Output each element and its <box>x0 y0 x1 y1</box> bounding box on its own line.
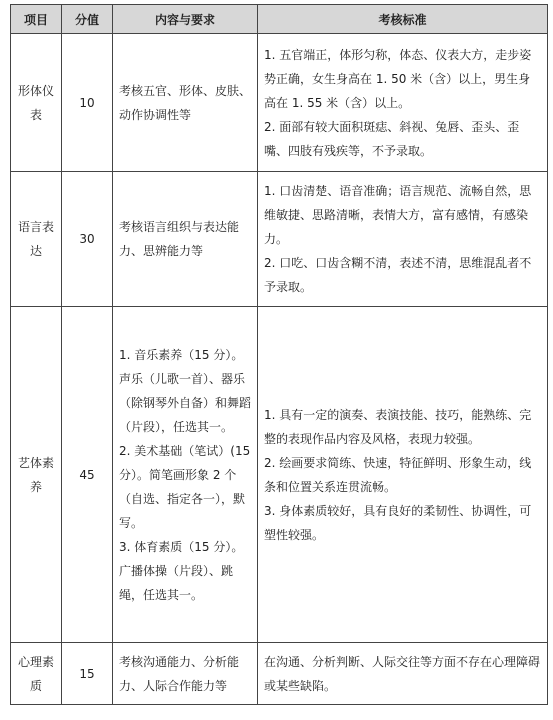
header-score: 分值 <box>62 5 113 34</box>
row-item: 艺体素养 <box>11 307 62 643</box>
row-content <box>113 307 258 643</box>
content-line: 考核沟通能力、分析能力、人际合作能力等 <box>119 654 240 693</box>
criteria-line: 3. 身体素质较好，具有良好的柔韧性、协调性，可塑性较强。 <box>264 503 532 542</box>
table-row <box>11 172 548 307</box>
row-content <box>113 172 258 307</box>
content-line: 2. 美术基础（笔试）(15 分）。简笔画形象 2 个（自选、指定各一），默写。 <box>119 443 251 530</box>
criteria-line: 1. 五官端正，体形匀称，体态、仪表大方，走步姿势正确，女生身高在 1. 50 米（含）以上，男生身高在 1. 55 米（含）以上。 <box>264 47 532 110</box>
table-row <box>11 307 548 643</box>
row-score: 45 <box>62 307 113 643</box>
criteria-line: 1. 口齿清楚、语音准确；语言规范、流畅自然，思维敏捷、思路清晰，表情大方，富有感情，有感染力。 <box>264 184 532 246</box>
row-item: 心理素质 <box>11 643 62 705</box>
row-content <box>113 643 258 705</box>
row-criteria <box>258 34 548 172</box>
criteria-line: 2. 面部有较大面积斑痣、斜视、兔唇、歪头、歪嘴、四肢有残疾等，不予录取。 <box>264 119 520 158</box>
assessment-table <box>10 4 548 705</box>
content-line: 1. 音乐素养（15 分）。声乐（儿歌一首）、器乐（除钢琴外自备）和舞蹈（片段），任选其一。 <box>119 347 252 434</box>
header-row <box>11 5 548 34</box>
criteria-line: 2. 绘画要求简练、快速，特征鲜明、形象生动，线条和位置关系连贯流畅。 <box>264 455 532 494</box>
table-row <box>11 34 548 172</box>
content-line: 3. 体育素质（15 分）。广播体操（片段）、跳绳，任选其一。 <box>119 539 244 602</box>
row-criteria <box>258 307 548 643</box>
row-score: 10 <box>62 34 113 172</box>
header-item: 项目 <box>11 5 62 34</box>
criteria-line: 2. 口吃、口齿含糊不清，表述不清，思维混乱者不予录取。 <box>264 256 532 294</box>
header-content: 内容与要求 <box>113 5 258 34</box>
content-line: 考核五官、形体、皮肤、动作协调性等 <box>119 83 252 122</box>
content-line: 考核语言组织与表达能力、思辨能力等 <box>119 220 240 258</box>
row-criteria <box>258 643 548 705</box>
criteria-line: 1. 具有一定的演奏、表演技能、技巧，能熟练、完整的表现作品内容及风格，表现力较强。 <box>264 407 532 446</box>
criteria-line: 在沟通、分析判断、人际交往等方面不存在心理障碍或某些缺陷。 <box>264 654 541 693</box>
header-criteria: 考核标准 <box>258 5 548 34</box>
table-row <box>11 643 548 705</box>
row-item: 语言表达 <box>11 172 62 307</box>
row-score: 30 <box>62 172 113 307</box>
row-content <box>113 34 258 172</box>
row-score: 15 <box>62 643 113 705</box>
row-item: 形体仪表 <box>11 34 62 172</box>
row-criteria <box>258 172 548 307</box>
